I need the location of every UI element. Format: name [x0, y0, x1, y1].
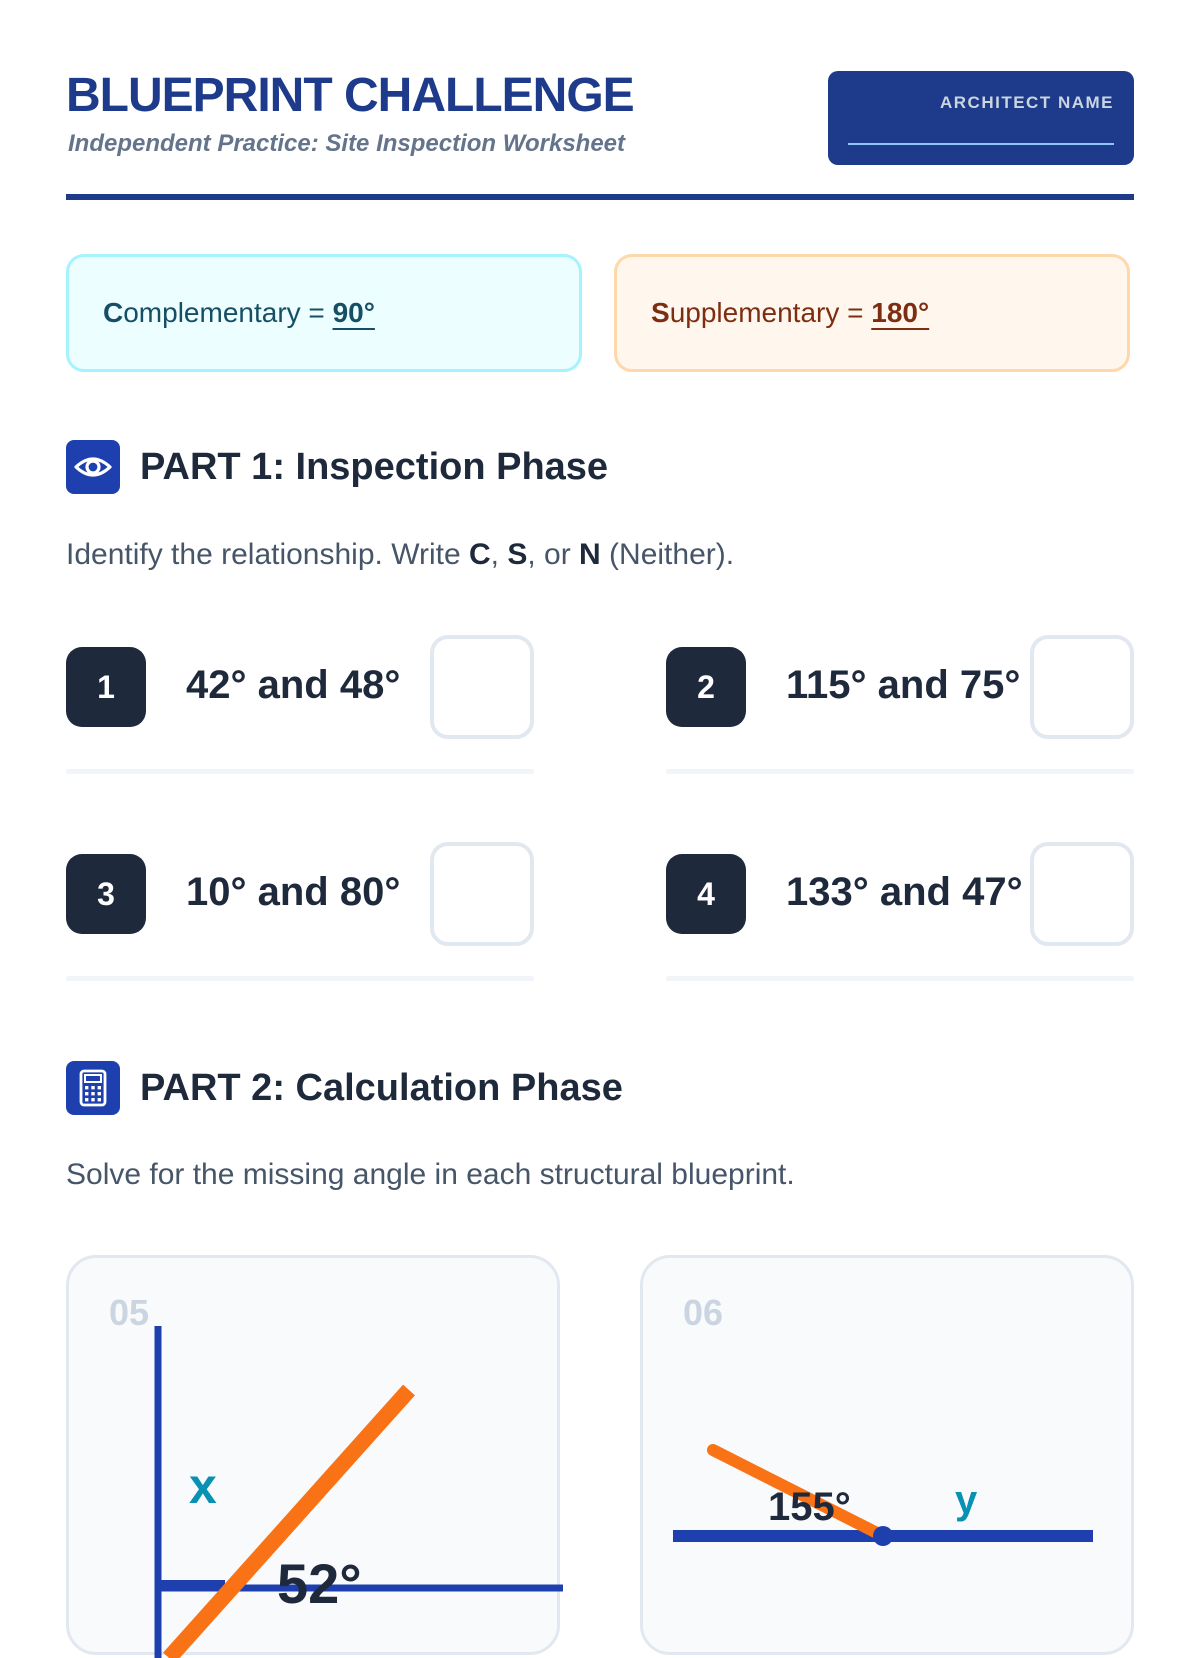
part1-instruction — [66, 538, 734, 572]
architect-name-label: ARCHITECT NAME — [940, 93, 1114, 112]
instruction-option-n: N — [579, 538, 601, 571]
problem-divider — [666, 769, 1134, 774]
supplementary-label: upplementary = — [669, 297, 872, 328]
answer-box[interactable] — [1030, 842, 1134, 946]
problem-angles: 10° and 80° — [186, 870, 401, 914]
instruction-prefix: Identify the relationship. Write — [66, 538, 469, 571]
blueprint-06 — [640, 1255, 1134, 1655]
problem-1 — [66, 635, 534, 775]
problem-divider — [66, 976, 534, 981]
header-divider — [66, 194, 1134, 200]
supplementary-formula — [651, 297, 929, 329]
vertex-point — [873, 1526, 893, 1546]
blueprint-05-diagram — [69, 1258, 563, 1658]
angle-ray — [169, 1390, 409, 1658]
problem-2 — [666, 635, 1134, 775]
problem-number: 4 — [666, 854, 746, 934]
instruction-sep: , — [490, 538, 508, 571]
unknown-angle-label: x — [189, 1458, 217, 1514]
instruction-option-s: S — [507, 538, 528, 571]
supplementary-card — [614, 254, 1130, 372]
problem-angles: 42° and 48° — [186, 663, 401, 707]
supplementary-initial: S — [651, 297, 670, 328]
answer-box[interactable] — [1030, 635, 1134, 739]
instruction-option-c: C — [468, 538, 491, 571]
problem-divider — [666, 976, 1134, 981]
problem-number: 3 — [66, 854, 146, 934]
problem-number: 2 — [666, 647, 746, 727]
unknown-angle-label: y — [955, 1478, 978, 1522]
complementary-label: omplementary = — [123, 297, 333, 328]
architect-name-field[interactable] — [828, 71, 1134, 165]
blueprint-06-diagram — [643, 1258, 1137, 1658]
blueprint-number: 06 — [683, 1292, 724, 1333]
given-angle-label: 155° — [768, 1485, 851, 1529]
problem-angles: 115° and 75° — [786, 663, 1021, 707]
part2-instruction: Solve for the missing angle in each structural blueprint. — [66, 1158, 795, 1191]
problem-divider — [66, 769, 534, 774]
supplementary-value: 180° — [871, 297, 930, 328]
problem-4 — [666, 842, 1134, 982]
complementary-initial: C — [103, 297, 124, 328]
answer-box[interactable] — [430, 635, 534, 739]
part1-title: PART 1: Inspection Phase — [140, 446, 609, 488]
instruction-sep: , or — [527, 538, 580, 571]
problem-angles: 133° and 47° — [786, 870, 1023, 914]
blueprint-number: 05 — [109, 1292, 150, 1333]
page-title: BLUEPRINT CHALLENGE — [66, 69, 634, 122]
problem-3 — [66, 842, 534, 982]
header — [66, 66, 1134, 201]
architect-name-line[interactable] — [848, 143, 1114, 145]
given-angle-label: 52° — [277, 1552, 362, 1615]
instruction-suffix: (Neither). — [600, 538, 735, 571]
complementary-value: 90° — [332, 297, 375, 328]
blueprint-05 — [66, 1255, 560, 1655]
eye-icon — [66, 440, 120, 494]
problem-number: 1 — [66, 647, 146, 727]
page-subtitle: Independent Practice: Site Inspection Worksheet — [68, 130, 626, 157]
part2-title: PART 2: Calculation Phase — [140, 1067, 623, 1109]
complementary-card — [66, 254, 582, 372]
complementary-formula — [103, 297, 375, 329]
calculator-icon — [66, 1061, 120, 1115]
answer-box[interactable] — [430, 842, 534, 946]
